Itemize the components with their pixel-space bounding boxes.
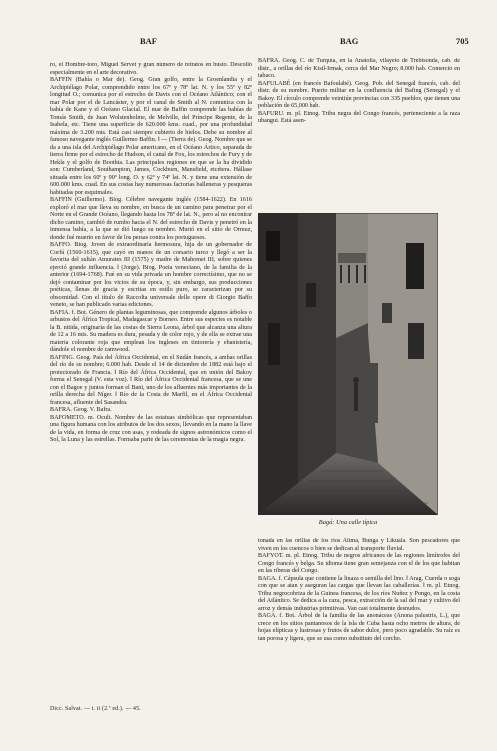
right-column-bottom <box>258 538 460 704</box>
entry-baga: BAGA. f. Cápsula que contiene la linaza o semilla del lino. ‖ Arag. Cuerda o soga con que se atan y aseguran las cargas que llevan las caballerías. ‖ m. pl. Etnog. Tribu negrocobriza de la Guinea francesa, de los ríos Nuñez y Pongo, en la costa del Atlántico. Se dedica a la caza, pesca, extracción de la sal del mar y cultivo del arroz y demás industrias primitivas. Van casi totalmente desnudos. <box>258 575 460 612</box>
entry-baga-bot: BAGA. f. Bot. Árbol de la familia de las anonáceas (Anona palustris, L.), que crece en los sitios pantanosos de la isla de Cuba hasta ocho metros de altura, de hojas elípticas y lustrosas y frutos de sabor dulce, pero poco agradable. Su raíz es tan porosa y ligera, que se usa como substituto del corcho. <box>258 613 460 642</box>
entry-baffin-bahia: BAFFIN (Bahía o Mar de). Geog. Gran golfo, entre la Groenlandia y el Archipiélago Polar, comprendido entre los 67º y 78º lat. N. y los 55º y 82º longitud O.; comunica por el estrecho de Davis con el Océano Atlántico; con el mar Polar por el de Lancáster, y por el canal de Smith al N. comunica con la bahía de Kane y el Océano Glacial. El mar de Baffin comprende las bahías de Tomás Smith, de Juan Wolstenholme, de Melville, del Príncipe Regente, de la Isabela, etc. Tiene una superficie de 620.000 kms. cuad., por una profundidad máxima de 3.200 mts. Está casi siempre cubierto de hielos. Debe su nombre al famoso navegante inglés Guillermo Baffin. ‖ — (Tierra de). Geog. Nombre que se da a una isla del Archipiélago Polar americano, en el Océano Ártico, separada de tierra firme por el estrecho de Hudson, el canal de Fox, los estrechos de Fury y de Hekla y el golfo de Boothia. Las principales regiones en que se la ha dividido son: Cumberland, Southampton, James, Cockburn, Mansfield, etcétera. Hállase situada entre los 60º y 90º long. O. y 62º y 74º lat. N. y tiene una extensión de 600.000 kms. cuad. En sus costas hay numerosas factorías balleneras y pesqueras habitadas por esquimales. <box>50 77 252 196</box>
entry-bafyot: BAFYOT. m. pl. Etnog. Tribu de negros africanos de las regiones limítrofes del Congo francés y belga. Su idioma tiene gran semejanza con el de los que habitan en las riberas del Congo. <box>258 553 460 574</box>
entry-bafometo: BAFOMETO. m. Ocult. Nombre de las estatuas simbólicas que representaban una figura humana con los atributos de los dos sexos, llevando en la mano la llave de la vida, en forma de cruz con asas, y rodeada de signos astronómicos como el Sol, la Luna y las estrellas. Formaba parte de las ceremonias de la magia negra. <box>50 414 252 443</box>
page-number: 705 <box>456 36 469 46</box>
entry-bafuru: BAFURU. m. pl. Etnog. Tribu negra del Congo francés, perteneciente a la raza ubangui. Está asen- <box>258 110 460 124</box>
photo-caption: Bagá: Una calle típica <box>318 519 378 526</box>
entry-baffin-guillermo: BAFFIN (Guillermo). Biog. Célebre navegante inglés (1584-1622). En 1616 exploró el mar que lleva su nombre, en busca de un camino para penetrar por el Norte en el Grande Océano, llegando hasta los 78º de lat. N., pero al no encontrar dicho camino, cambió de rumbo hacia el N. del estrecho de Davis y penetró en la inmensa bahía, a la que se dió luego su nombre. Murió en el sitio de Ormuz, donde fué muerto en favor de los persas contra los portugueses. <box>50 197 252 241</box>
header-left-term: BAF <box>140 36 157 46</box>
entry-baffo: BAFFO. Biog. Joven de extraordinaria hermosura, hija de un gobernador de Corfú (1560-1615), que cayó en manos de un corsario turco y llegó a ser la favorita del sultán Amurates III (1575) y madre de Mahomet III, sobre quienes ejerció grande influencia. ‖ (Jorge). Biog. Poeta veneciano, de la familia de la anterior (1694-1768). Fué en su vida privada un hombre correctísimo, que no se dejó contaminar por los vicios de su época, y, sin embargo, sus producciones poéticas, llenas de gracia y escritas en estilo puro, se caracterizan por su obscenidad. Con el título de Raccolta universale delle opere di Giorgio Baffo veneto, se han publicado varias ediciones. <box>50 242 252 308</box>
entry-bafra: BAFRA. Geog. C. de Turquía, en la Anatolia, vilayeto de Trebisonda, cab. de distr., a orillas del río Kisil-Irmak, cerca del Mar Negro; 8.000 hab. Comercio en tabaco. <box>258 58 460 79</box>
running-header <box>0 36 497 50</box>
header-right-term: BAG <box>340 36 359 46</box>
entry-bafulabe: BAFULABÉ (en francés Bafoulabé). Geog. Pob. del Senegal francés, cab. del distr. de su nombre. Puerto militar en la confluencia del Bafing (Senegal) y el Bakoy. El círculo comprende veintiún provincias con 335 pueblos, que tienen una población de 65,000 hab. <box>258 80 460 109</box>
entry-bafia: BAFIA. f. Bot. Género de plantas leguminosas, que comprende algunos árboles o arbustos del África Tropical, Madagascar y Borneo. Entre sus especies es notable la B. nitida, originaria de las costas de Sierra Leona, árbol que alcanza una altura de 12 a 16 mts. Su madera es dura, pesada y de color rojo, y de ella se extrae una materia colorante roja que emplean los ingleses en tintorería y ebanistería, dándole el nombre de camwood. <box>50 309 252 353</box>
entry-bafra-ref: BAFRA. Geog. V. Bafra. <box>50 407 112 413</box>
entry-bafuru-cont: tonada en las orillas de los ríos Alima, Bunga y Likuala. Son pescadores que viven en los cuencos o bien se dedican al transporte fluvial. <box>258 538 460 552</box>
entry-paragraph: ro, el Hombre-toro, Miguel Servet y gran número de retratos en busto. Descolló especialmente en el arte decorativo. <box>50 62 252 76</box>
left-column <box>50 62 252 702</box>
right-column-top <box>258 58 460 204</box>
page-footer: Dicc. Salvat. — t. ii (2.ª ed.). — 45. <box>50 706 141 712</box>
entry-bafing: BAFING. Geog. País del África Occidental, en el Sudán francés, a ambas orillas del río de su nombre; 6.000 hab. Desde el 14 de diciembre de 1882 está bajo el protectorado de Francia. ‖ Río del África Occidental, que en unión del Bakoy forma el Senegal (V. esta voz). ‖ Río del África Occidental francesa, que se une con el Bagoe y juntos forman el Bani, uno de los afluentes más importantes de la orilla derecha del Níger. ‖ Río de la Costa de Marfil, en el África Occidental francesa, afluente del Sasandra. <box>50 354 252 406</box>
street-photograph <box>258 213 438 515</box>
